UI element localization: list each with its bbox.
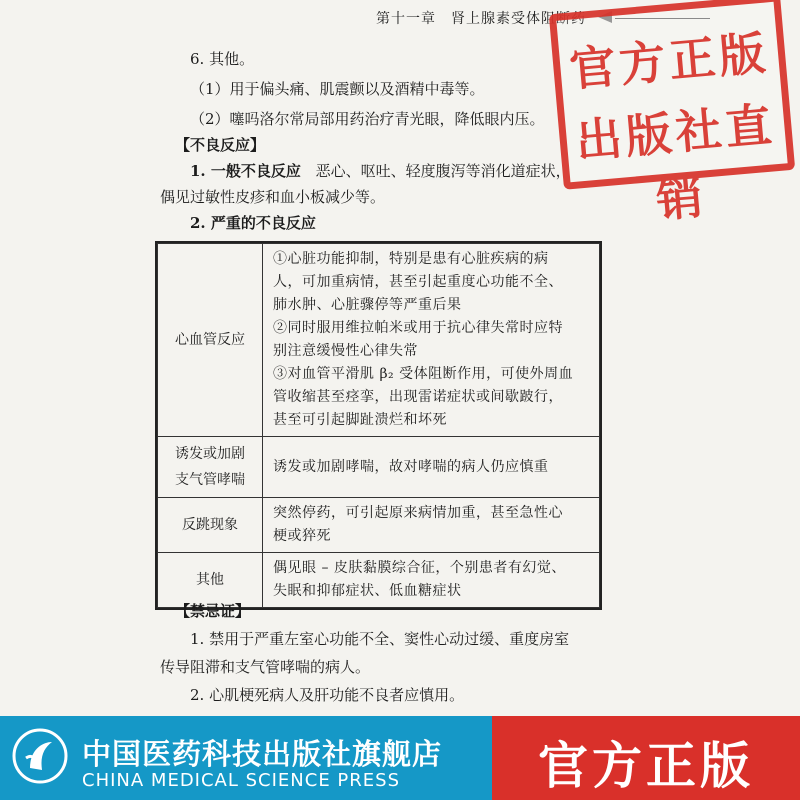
- table-row: [158, 498, 600, 553]
- table-line: ③对血管平滑肌 β₂ 受体阻断作用，可使外周血: [273, 366, 574, 382]
- list-item: （2）噻吗洛尔常局部用药治疗青光眼，降低眼内压。: [190, 110, 545, 128]
- table-line: 失眠和抑郁症状、低血糖症状: [273, 583, 462, 599]
- list-item: （1）用于偏头痛、肌震颤以及酒精中毒等。: [190, 80, 485, 98]
- table-category: 反跳现象: [158, 498, 263, 553]
- table-line: ②同时服用维拉帕米或用于抗心律失常时应特: [273, 320, 563, 336]
- publisher-banner[interactable]: [0, 716, 492, 800]
- stamp-text: 出版社直销: [573, 97, 778, 228]
- general-adverse-text-2: 偶见过敏性皮疹和血小板减少等。: [160, 188, 386, 206]
- table-row: [158, 437, 600, 498]
- table-line: 甚至可引起脚趾溃烂和坏死: [273, 412, 447, 428]
- publisher-name: 中国医药科技出版社旗舰店: [82, 737, 443, 771]
- table-line: 突然停药，可引起原来病情加重，甚至急性心: [273, 505, 563, 521]
- serious-adverse-title: 2. 严重的不良反应: [190, 214, 316, 232]
- adverse-heading: 【不良反应】: [175, 136, 266, 154]
- list-item: 2. 心肌梗死病人及肝功能不良者应慎用。: [190, 686, 465, 704]
- list-item: 传导阻滞和支气管哮喘的病人。: [160, 658, 371, 676]
- table-category: 其他: [158, 553, 263, 608]
- publisher-logo-icon: [12, 728, 68, 784]
- official-badge: [492, 716, 800, 800]
- table-line: 人，可加重病情，甚至引起重度心功能不全、: [273, 274, 563, 290]
- table-description: [263, 244, 600, 437]
- table-line: 梗或猝死: [273, 528, 331, 544]
- general-adverse-title: 1. 一般不良反应: [190, 162, 301, 180]
- section-heading: 6. 其他。: [190, 50, 255, 68]
- contra-heading: 【禁忌证】: [175, 602, 251, 620]
- table-category: [158, 437, 263, 498]
- table-line: 偶见眼 – 皮肤黏膜综合征，个别患者有幻觉、: [273, 560, 566, 576]
- table-category-line: 支气管哮喘: [175, 472, 245, 488]
- official-stamp: [549, 0, 795, 228]
- list-item: 1. 禁用于严重左室心功能不全、窦性心动过缓、重度房室: [190, 630, 570, 648]
- table-line: 诱发或加剧哮喘，故对哮喘的病人仍应慎重: [273, 458, 549, 475]
- table-line: 别注意缓慢性心律失常: [273, 343, 418, 359]
- stamp-text: 官方正版: [567, 25, 772, 97]
- general-adverse-text: 恶心、呕吐、轻度腹泻等消化道症状，: [315, 162, 571, 180]
- running-title: 第十一章 肾上腺素受体阻断药: [376, 11, 586, 27]
- table-line: ①心脏功能抑制，特别是患有心脏疾病的病: [273, 251, 549, 267]
- adverse-reaction-table: [157, 243, 600, 608]
- table-row: [158, 244, 600, 437]
- table-description: [263, 553, 600, 608]
- table-description: [263, 498, 600, 553]
- general-adverse: [190, 160, 571, 181]
- table-line: 肺水肿、心脏骤停等严重后果: [273, 297, 462, 313]
- publisher-name-en: CHINA MEDICAL SCIENCE PRESS: [82, 770, 401, 791]
- table-category-line: 诱发或加剧: [175, 446, 245, 462]
- table-description: [263, 437, 600, 498]
- table-category: 心血管反应: [158, 244, 263, 437]
- table-line: 管收缩甚至痉挛，出现雷诺症状或间歇跛行，: [273, 389, 563, 405]
- official-badge-text: 官方正版: [538, 737, 754, 795]
